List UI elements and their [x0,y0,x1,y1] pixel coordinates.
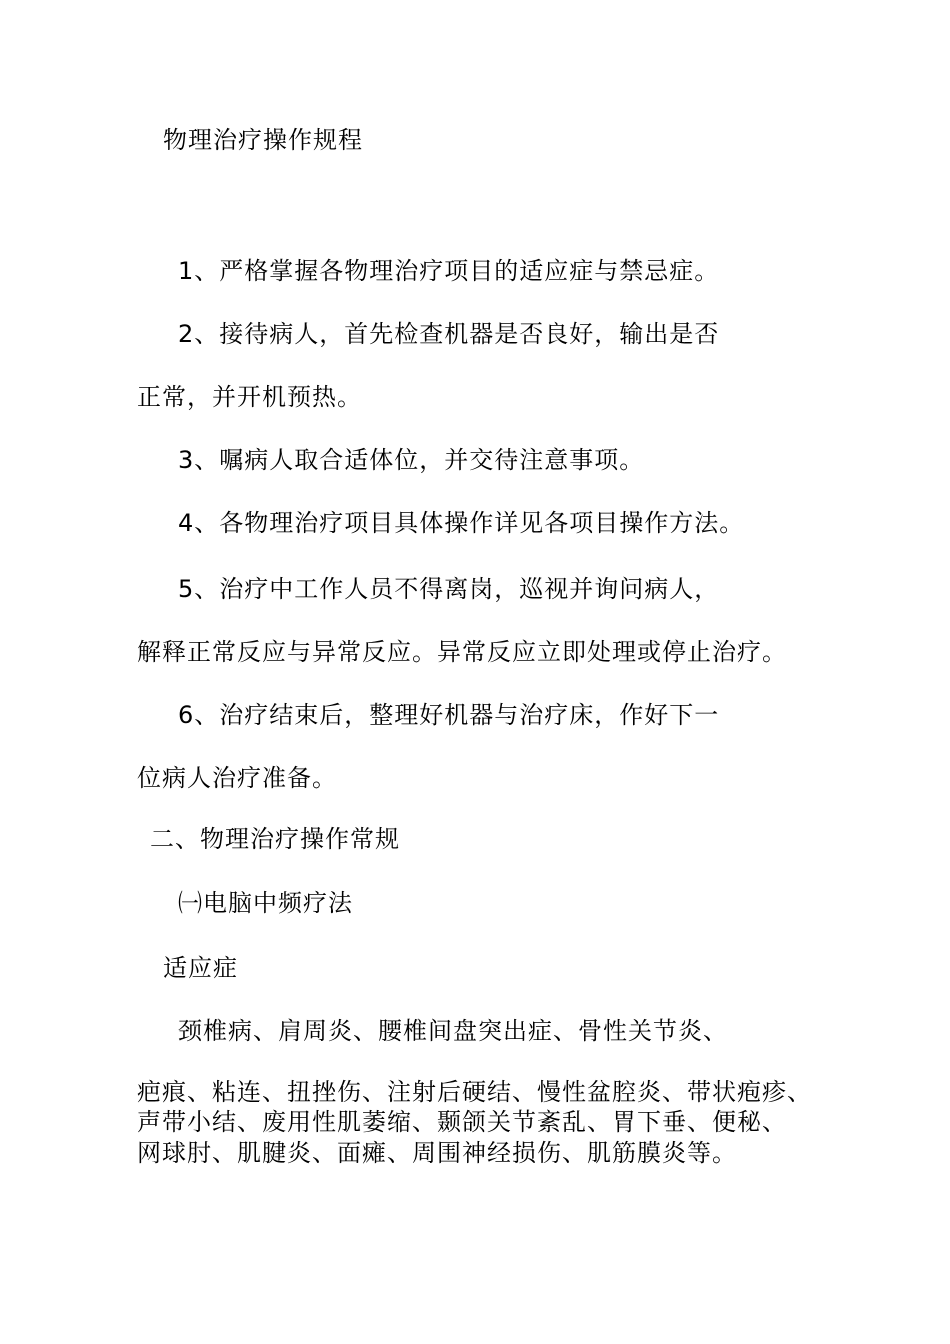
document-title: 物理治疗操作规程 [163,126,363,154]
rule-2-line-2: 正常，并开机预热。 [137,383,362,411]
indications-heading: 适应症 [163,954,238,982]
indications-line-2: 疤痕、粘连、扭挫伤、注射后硬结、慢性盆腔炎、带状疱疹、 [137,1078,812,1106]
rule-1: 1、严格掌握各物理治疗项目的适应症与禁忌症。 [178,257,720,285]
subsection-1-heading: ㈠电脑中频疗法 [178,889,353,917]
rule-4: 4、各物理治疗项目具体操作详见各项目操作方法。 [178,509,745,537]
rule-3: 3、嘱病人取合适体位，并交待注意事项。 [178,446,645,474]
indications-line-3: 声带小结、废用性肌萎缩、颞颌关节紊乱、胃下垂、便秘、 [137,1108,787,1136]
rule-6-line-2: 位病人治疗准备。 [137,764,337,792]
section-2-heading: 二、物理治疗操作常规 [150,825,400,853]
rule-5-line-1: 5、治疗中工作人员不得离岗，巡视并询问病人， [178,575,720,603]
rule-2-line-1: 2、接待病人，首先检查机器是否良好，输出是否 [178,320,720,348]
indications-line-4: 网球肘、肌腱炎、面瘫、周围神经损伤、肌筋膜炎等。 [137,1139,737,1167]
rule-6-line-1: 6、治疗结束后，整理好机器与治疗床，作好下一 [178,701,720,729]
rule-5-line-2: 解释正常反应与异常反应。异常反应立即处理或停止治疗。 [137,638,787,666]
indications-line-1: 颈椎病、肩周炎、腰椎间盘突出症、骨性关节炎、 [178,1017,728,1045]
